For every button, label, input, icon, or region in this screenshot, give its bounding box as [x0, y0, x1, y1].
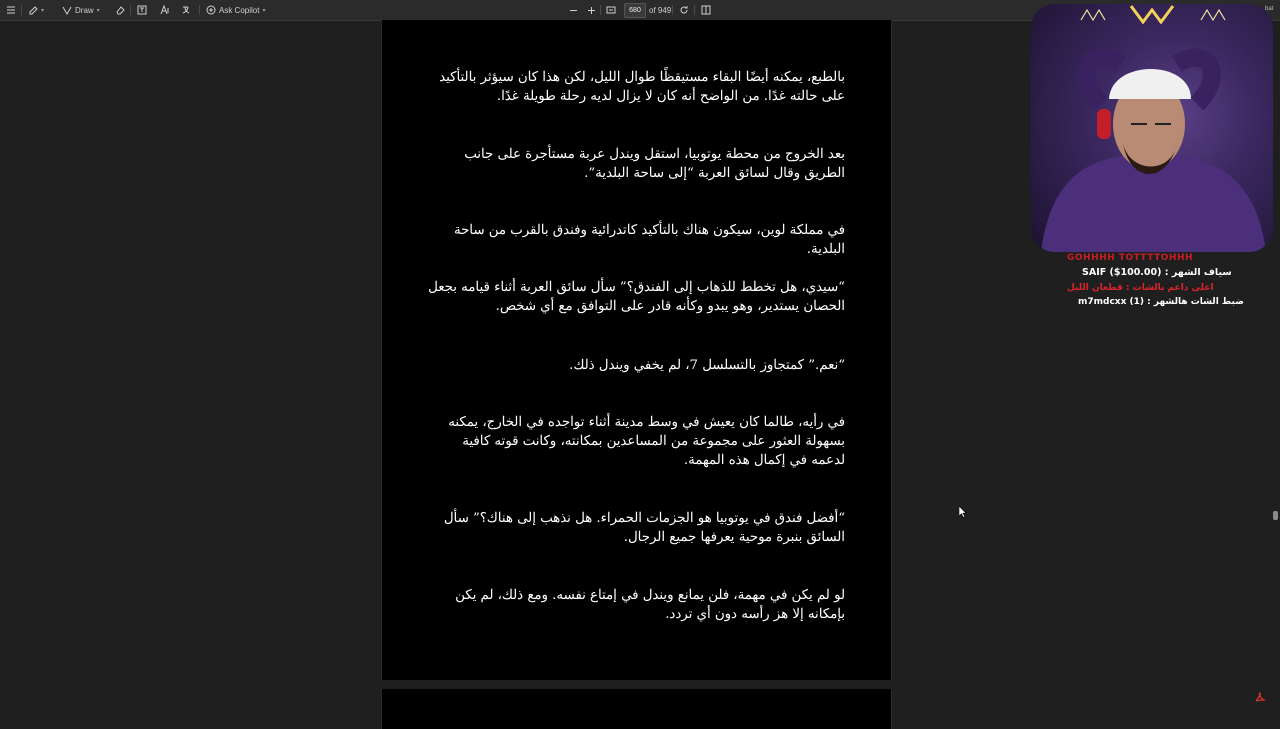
- draw-button[interactable]: [62, 4, 100, 16]
- paragraph: “سيدي، هل تخطط للذهاب إلى الفندق؟” سأل سائق العربة أثناء قيامه بجعل الحصان يستدير، وهو يبدو وكأنه قادر على التوافق مع أي شخص.: [428, 280, 845, 314]
- chevron-down-icon: ▾: [41, 7, 45, 14]
- highlighter-icon: [28, 5, 38, 15]
- translate-button[interactable]: [182, 4, 192, 16]
- page-view-icon: [701, 5, 711, 15]
- paragraph: بالطبع، يمكنه أيضًا البقاء مستيقظًا طوال الليل، لكن هذا كان سيؤثر بالتأكيد على حالته غدًا. من الواضح أنه كان لا يزال لديه رحلة طويلة غدًا.: [439, 70, 845, 104]
- fit-page-button[interactable]: [606, 4, 616, 16]
- paragraph: “أفضل فندق في يوتوبيا هو الجزمات الحمراء. هل نذهب إلى هناك؟” سأل السائق بنبرة موحية يعرفها جميع الرجال.: [443, 511, 845, 545]
- list-icon: [6, 5, 16, 15]
- fit-page-icon: [606, 5, 616, 15]
- add-text-button[interactable]: [137, 4, 147, 16]
- ask-copilot-button[interactable]: [206, 4, 265, 16]
- copilot-icon: [206, 5, 216, 15]
- next-pdf-page: [381, 689, 892, 729]
- chevron-down-icon: ▾: [96, 7, 100, 14]
- page-count: [649, 4, 671, 16]
- webcam-overlay: [1031, 4, 1273, 252]
- paragraph: في مملكة لوين، سيكون هناك بالتأكيد كاتدرائية وفندق بالقرب من ساحة البلدية.: [453, 223, 845, 257]
- overlay-corner-text: bat: [1265, 6, 1274, 12]
- read-aloud-button[interactable]: [160, 4, 170, 16]
- total-pages-label: of 949: [649, 5, 672, 15]
- contents-button[interactable]: [6, 4, 16, 16]
- eraser-icon: [115, 5, 125, 15]
- translate-icon: [182, 5, 192, 15]
- draw-label: Draw: [75, 5, 94, 15]
- page-view-button[interactable]: [701, 4, 711, 16]
- pdf-page: [381, 20, 892, 680]
- minus-icon: [569, 6, 578, 15]
- rotate-icon: [679, 5, 689, 15]
- overlay-top-banner: GOHHHH TOTTTTOHHH: [1067, 253, 1194, 263]
- paragraph: بعد الخروج من محطة يوتوبيا، استقل ويندل عربة مستأجرة على جانب الطريق وقال لسائق العربة “إلى ساحة البلدية”.: [464, 147, 845, 181]
- streamer-silhouette-icon: [1031, 4, 1273, 252]
- erase-button[interactable]: [115, 4, 125, 16]
- overlay-chat-moderator: ضبط الشات هالشهر : m7mdcxx (1): [1078, 297, 1244, 307]
- paragraph: لو لم يكن في مهمة، فلن يمانع ويندل في إمتاع نفسه. ومع ذلك، لم يكن بإمكانه إلا هز رأسه دون أي تردد.: [455, 588, 845, 622]
- paragraph: في رأيه، طالما كان يعيش في وسط مدينة أثناء تواجده في الخارج، يمكنه بسهولة العثور على مجموعة من المساعدين بمكانته، وكانت قوته كافية لدعمه في إكمال هذه المهمة.: [448, 415, 845, 468]
- acrobat-icon[interactable]: [1254, 691, 1266, 703]
- highlight-button[interactable]: [28, 4, 44, 16]
- paragraph: “نعم.” كمتجاوز بالتسلسل 7، لم يخفي ويندل ذلك.: [569, 358, 845, 373]
- chevron-down-icon: ▾: [262, 7, 266, 14]
- page-number-input[interactable]: [624, 3, 646, 18]
- mouse-cursor-icon: [959, 506, 967, 518]
- scrollbar-thumb[interactable]: [1273, 511, 1278, 520]
- ask-copilot-label: Ask Copilot: [219, 5, 260, 15]
- pen-icon: [62, 5, 72, 15]
- text-box-icon: [137, 5, 147, 15]
- plus-icon: [587, 6, 596, 15]
- read-aloud-icon: [160, 5, 170, 15]
- zoom-in-button[interactable]: [587, 4, 596, 16]
- overlay-top-supporter: اعلى داعم بالشات : قطعان الليل: [1067, 283, 1214, 293]
- overlay-sword-of-month: سياف الشهر : SAIF ($100.00): [1082, 267, 1232, 278]
- zoom-out-button[interactable]: [569, 4, 578, 16]
- rotate-button[interactable]: [679, 4, 689, 16]
